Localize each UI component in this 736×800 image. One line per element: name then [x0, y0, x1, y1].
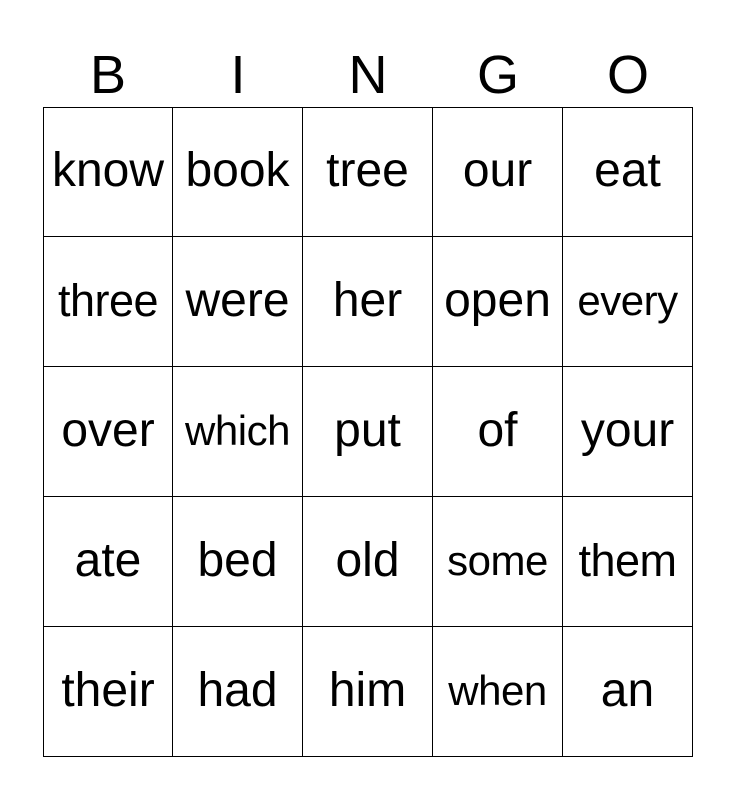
bingo-cell: put [303, 367, 433, 497]
header-letter-i: I [230, 45, 246, 105]
bingo-cell: eat [563, 107, 693, 237]
bingo-cell: which [173, 367, 303, 497]
bingo-cell: every [563, 237, 693, 367]
bingo-cell: open [433, 237, 563, 367]
bingo-cell: their [43, 627, 173, 757]
bingo-cell: had [173, 627, 303, 757]
bingo-cell: them [563, 497, 693, 627]
bingo-cell: an [563, 627, 693, 757]
bingo-cell: your [563, 367, 693, 497]
bingo-cell: him [303, 627, 433, 757]
bingo-cell: ate [43, 497, 173, 627]
header-letter-b: B [89, 45, 127, 105]
bingo-cell: some [433, 497, 563, 627]
bingo-cell: of [433, 367, 563, 497]
bingo-cell: three [43, 237, 173, 367]
bingo-cell: her [303, 237, 433, 367]
bingo-cell: old [303, 497, 433, 627]
bingo-cell: our [433, 107, 563, 237]
bingo-cell: book [173, 107, 303, 237]
bingo-cell: over [43, 367, 173, 497]
bingo-cell: bed [173, 497, 303, 627]
header-letter-o: O [606, 45, 649, 105]
bingo-cell: were [173, 237, 303, 367]
bingo-cell: tree [303, 107, 433, 237]
bingo-cell: know [43, 107, 173, 237]
bingo-header [43, 44, 693, 106]
header-letter-g: G [476, 45, 519, 105]
bingo-cell: when [433, 627, 563, 757]
header-letter-n: N [348, 45, 388, 105]
bingo-board [43, 107, 693, 757]
